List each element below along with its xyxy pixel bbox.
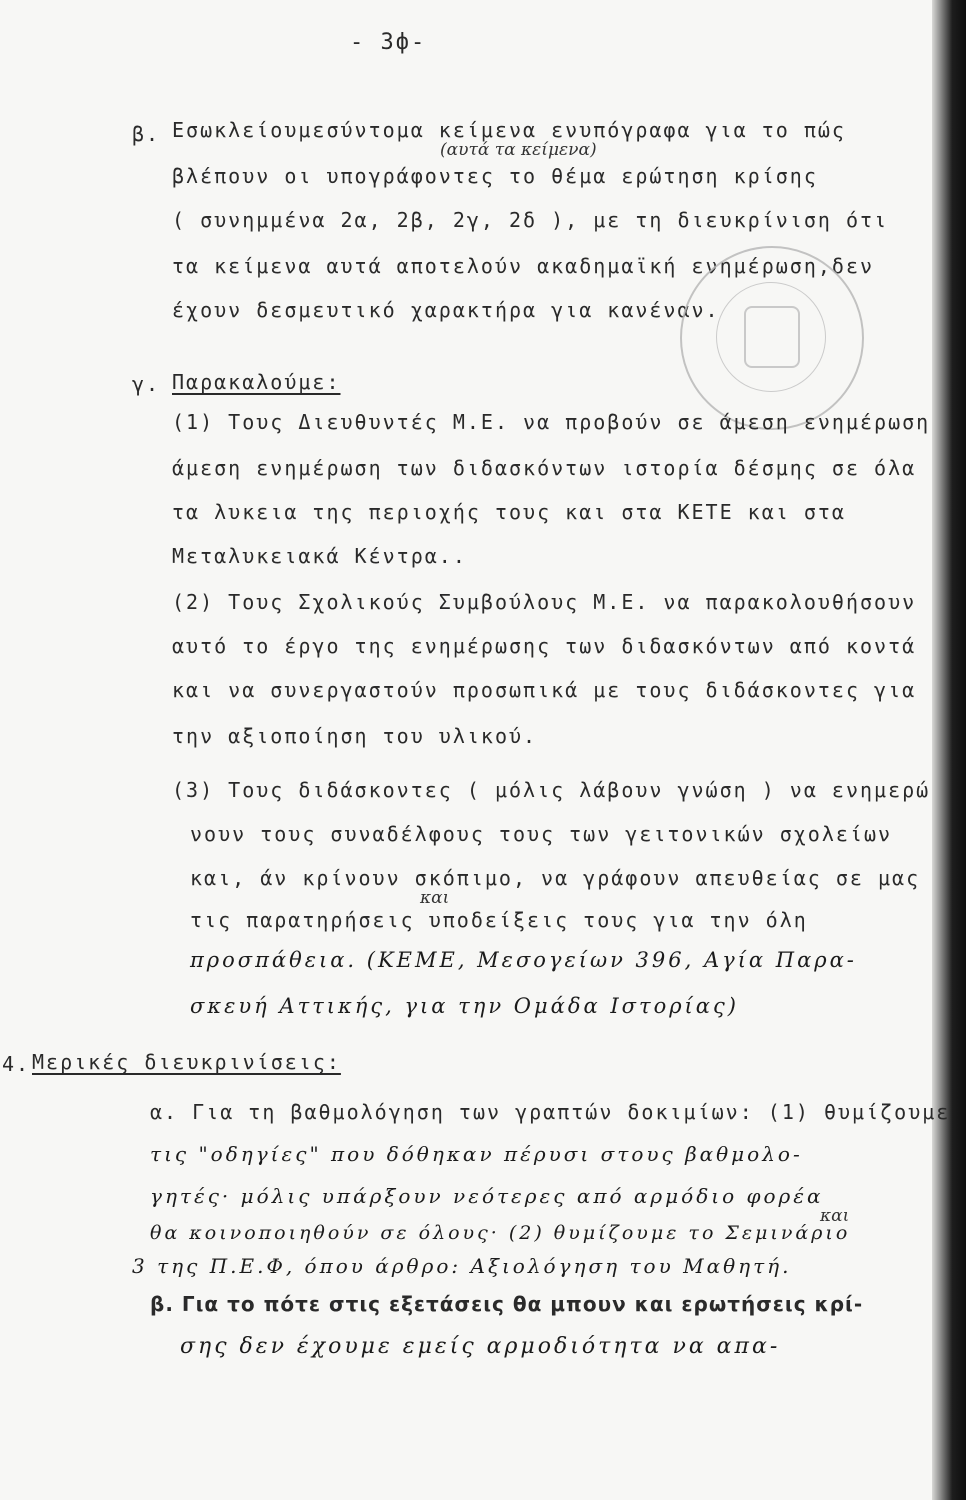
item2-line-3: και να συνεργαστούν προσωπικά με τους διδάσκοντες για <box>172 678 917 702</box>
item3-line-4: τις παρατηρήσεις υποδείξεις τους για την όλη <box>190 908 808 932</box>
sub-a-line-2: τις "οδηγίες" που δόθηκαν πέρυσι στους βαθμολο- <box>150 1142 803 1166</box>
section-b-line-5: έχουν δεσμευτικό χαρακτήρα για κανέναν. <box>172 298 720 322</box>
section-4-heading: Μερικές διευκρινίσεις: <box>32 1050 341 1074</box>
item1-line-3: τα λυκεια της περιοχής τους και στα ΚΕΤΕ και στα <box>172 500 846 524</box>
item3-line-2: νουν τους συναδέλφους τους των γειτονικών σχολείων <box>190 822 893 846</box>
section-b-line-3: ( συνημμένα 2α, 2β, 2γ, 2δ ), με τη διευκρίνιση ότι <box>172 208 889 232</box>
item1-line-2: άμεση ενημέρωση των διδασκόντων ιστορία δέσμης σε όλα <box>172 456 917 480</box>
item3-line-6: σκευή Αττικής, για την Ομάδα Ιστορίας) <box>190 994 739 1018</box>
section-b-marker: β. <box>132 122 161 146</box>
sub-a-line-5: 3 της Π.Ε.Φ, όπου άρθρο: Αξιολόγηση του Μαθητή. <box>132 1254 792 1278</box>
sub-a-line-1: α. Για τη βαθμολόγηση των γραπτών δοκιμίων: (1) θυμίζουμε <box>150 1100 951 1124</box>
section-b-line-2: βλέπουν οι υπογράφοντες το θέμα ερώτηση κρίσης <box>172 164 818 188</box>
scan-edge <box>932 0 966 1500</box>
section-g-heading: Παρακαλούμε: <box>172 370 341 394</box>
sub-a-line-4: θα κοινοποιηθούν σε όλους· (2) θυμίζουμε το Σεμινάριο <box>150 1222 851 1244</box>
sub-a-line-3: γητές· μόλις υπάρξουν νεότερες από αρμόδιο φορέα <box>150 1184 824 1208</box>
item3-line-5: προσπάθεια. (ΚΕΜΕ, Μεσογείων 396, Αγία Παρα- <box>190 948 857 972</box>
sub-b-line-2: σης δεν έχουμε εμείς αρμοδιότητα να απα- <box>180 1334 781 1359</box>
item3-line-3: και, άν κρίνουν σκόπιμο, να γράφουν απευθείας σε μας <box>190 866 921 890</box>
item3-line-1: (3) Τους διδάσκοντες ( μόλις λάβουν γνώση ) να ενημερώ <box>172 778 931 802</box>
stamp-seal-icon <box>744 306 800 368</box>
official-stamp <box>680 246 864 430</box>
item1-line-4: Μεταλυκειακά Κέντρα.. <box>172 544 467 568</box>
section-g-marker: γ. <box>132 372 161 396</box>
page-number: - 3ф- <box>350 30 427 55</box>
item3-insert: και <box>420 888 450 908</box>
section-4-marker: 4. <box>2 1052 31 1076</box>
section-b-insert: (αυτά τα κείμενα) <box>440 140 597 160</box>
item1-line-1: (1) Τους Διευθυντές Μ.Ε. να προβούν σε άμεση ενημέρωση <box>172 410 931 434</box>
sub-b-line-1: β. Για το πότε στις εξετάσεις θα μπουν και ερωτήσεις κρί- <box>150 1292 864 1316</box>
section-b-line-1: Εσωκλείουμεσύντομα κείμενα ενυπόγραφα για το πώς <box>172 118 846 142</box>
sub-a-insert: και <box>820 1206 850 1226</box>
item2-line-1: (2) Τους Σχολικούς Συμβούλους Μ.Ε. να παρακολουθήσουν <box>172 590 917 614</box>
section-b-line-4: τα κείμενα αυτά αποτελούν ακαδημαϊκή ενημέρωση,δεν <box>172 254 875 278</box>
item2-line-2: αυτό το έργο της ενημέρωσης των διδασκόντων από κοντά <box>172 634 917 658</box>
item2-line-4: την αξιοποίηση του υλικού. <box>172 724 538 748</box>
